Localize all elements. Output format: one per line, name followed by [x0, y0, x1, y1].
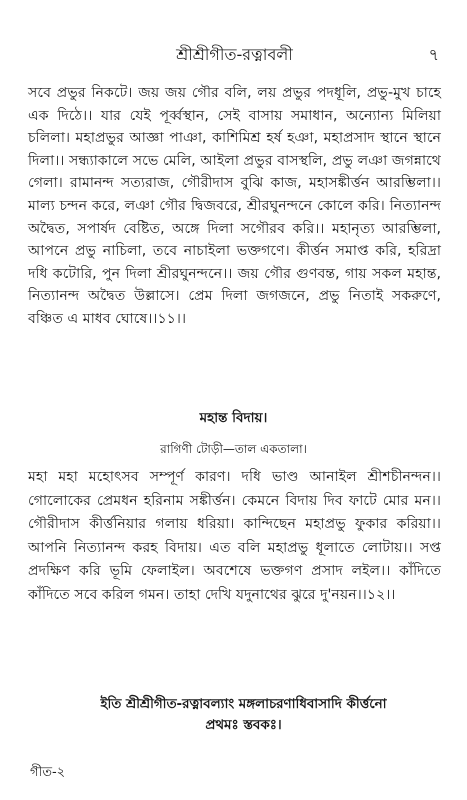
colophon-line-1: ইতি শ্রীশ্রীগীত-রত্নাবল্যাং মঙ্গলাচরণাধিবাসাদি কীর্ত্তনো: [100, 697, 387, 712]
section-heading: মহান্ত বিদায়।: [199, 410, 268, 426]
signature-mark: গীত-২: [30, 765, 66, 780]
page-number: ৭: [428, 45, 439, 64]
verse-paragraph-12: মহা মহা মহোৎসব সম্পূর্ণ কারণ। দধি ভাণ্ড আনাইল শ্রীশচীনন্দন।। গোলোকের প্রেমধন হরিনাম সঙ্কীর্ত্তন। কেমনে বিদায় দিব ফাটে মোর মন।। গৌরীদাস কীর্ত্তনিয়ার গলায় ধরিয়া। কান্দিছেন মহাপ্রভু ফুকার করিয়া।। আপনি নিত্যানন্দ করহ বিদায়। এত বলি মহাপ্রভু ধূলাতে লোটায়।। সপ্ত প্রদক্ষিণ করি ভূমি ফেলাইল। অবশেষে ভক্তগণ প্রসাদ লইল।। কাঁদিতে কাঁদিতে সবে করিল গমন। তাহা দেখি যদুনাথের ঝুরে দু'নয়ন।।১২।।: [28, 469, 441, 603]
chapter-colophon: [40, 694, 447, 736]
running-title: শ্রীশ্রীগীত-রত্নাবলী: [176, 45, 293, 64]
verse-paragraph-11: সবে প্রভুর নিকটে। জয় জয় গৌর বলি, লয় প্রভুর পদধূলি, প্রভু-মুখ চাহে এক দিঠে।। যার যেই পূর্ব্বস্থান, সেই বাসায় সমাধান, অন্যোন্য মিলিয়া চলিলা। মহাপ্রভুর আজ্ঞা পাঞা, কাশিমিশ্র হর্ষ হঞা, মহাপ্রসাদ স্থানে স্থানে দিলা।। সন্ধ্যাকালে সভে মেলি, আইলা প্রভুর বাসস্থলি, প্রভু লঞা জগন্নাথে গেলা। রামানন্দ সত্যরাজ, গৌরীদাস বুঝি কাজ, মহাসঙ্কীর্ত্তন আরম্ভিলা।। মাল্য চন্দন করে, লঞা গৌর দ্বিজবরে, শ্রীরঘুনন্দনে কোলে করি। নিত্যানন্দ অদ্বৈত, সপার্ষদ বেষ্টিত, অঙ্গে দিলা সগৌরব করি।। মহানৃত্য আরম্ভিলা, আপনে প্রভু নাচিলা, তবে নাচাইলা ভক্তগণে। কীর্ত্তন সমাপ্ত করি, হরিদ্রা দধি কটোরি, পুন দিলা শ্রীরঘুনন্দনে।। জয় গৌর গুণবন্ত, গায় সকল মহান্ত, নিত্যানন্দ অদ্বৈত উল্লাসে। প্রেম দিলা জগজনে, প্রভু নিতাই সকরুণে, বঞ্চিত এ মাধব ঘোষে।।১১।।: [28, 85, 441, 327]
colophon-line-2: প্রথমঃ স্তবকঃ।: [205, 718, 282, 733]
page-header: [28, 44, 441, 66]
raga-tala-line: রাগিণী টোড়ী—তাল একতালা।: [160, 442, 307, 456]
